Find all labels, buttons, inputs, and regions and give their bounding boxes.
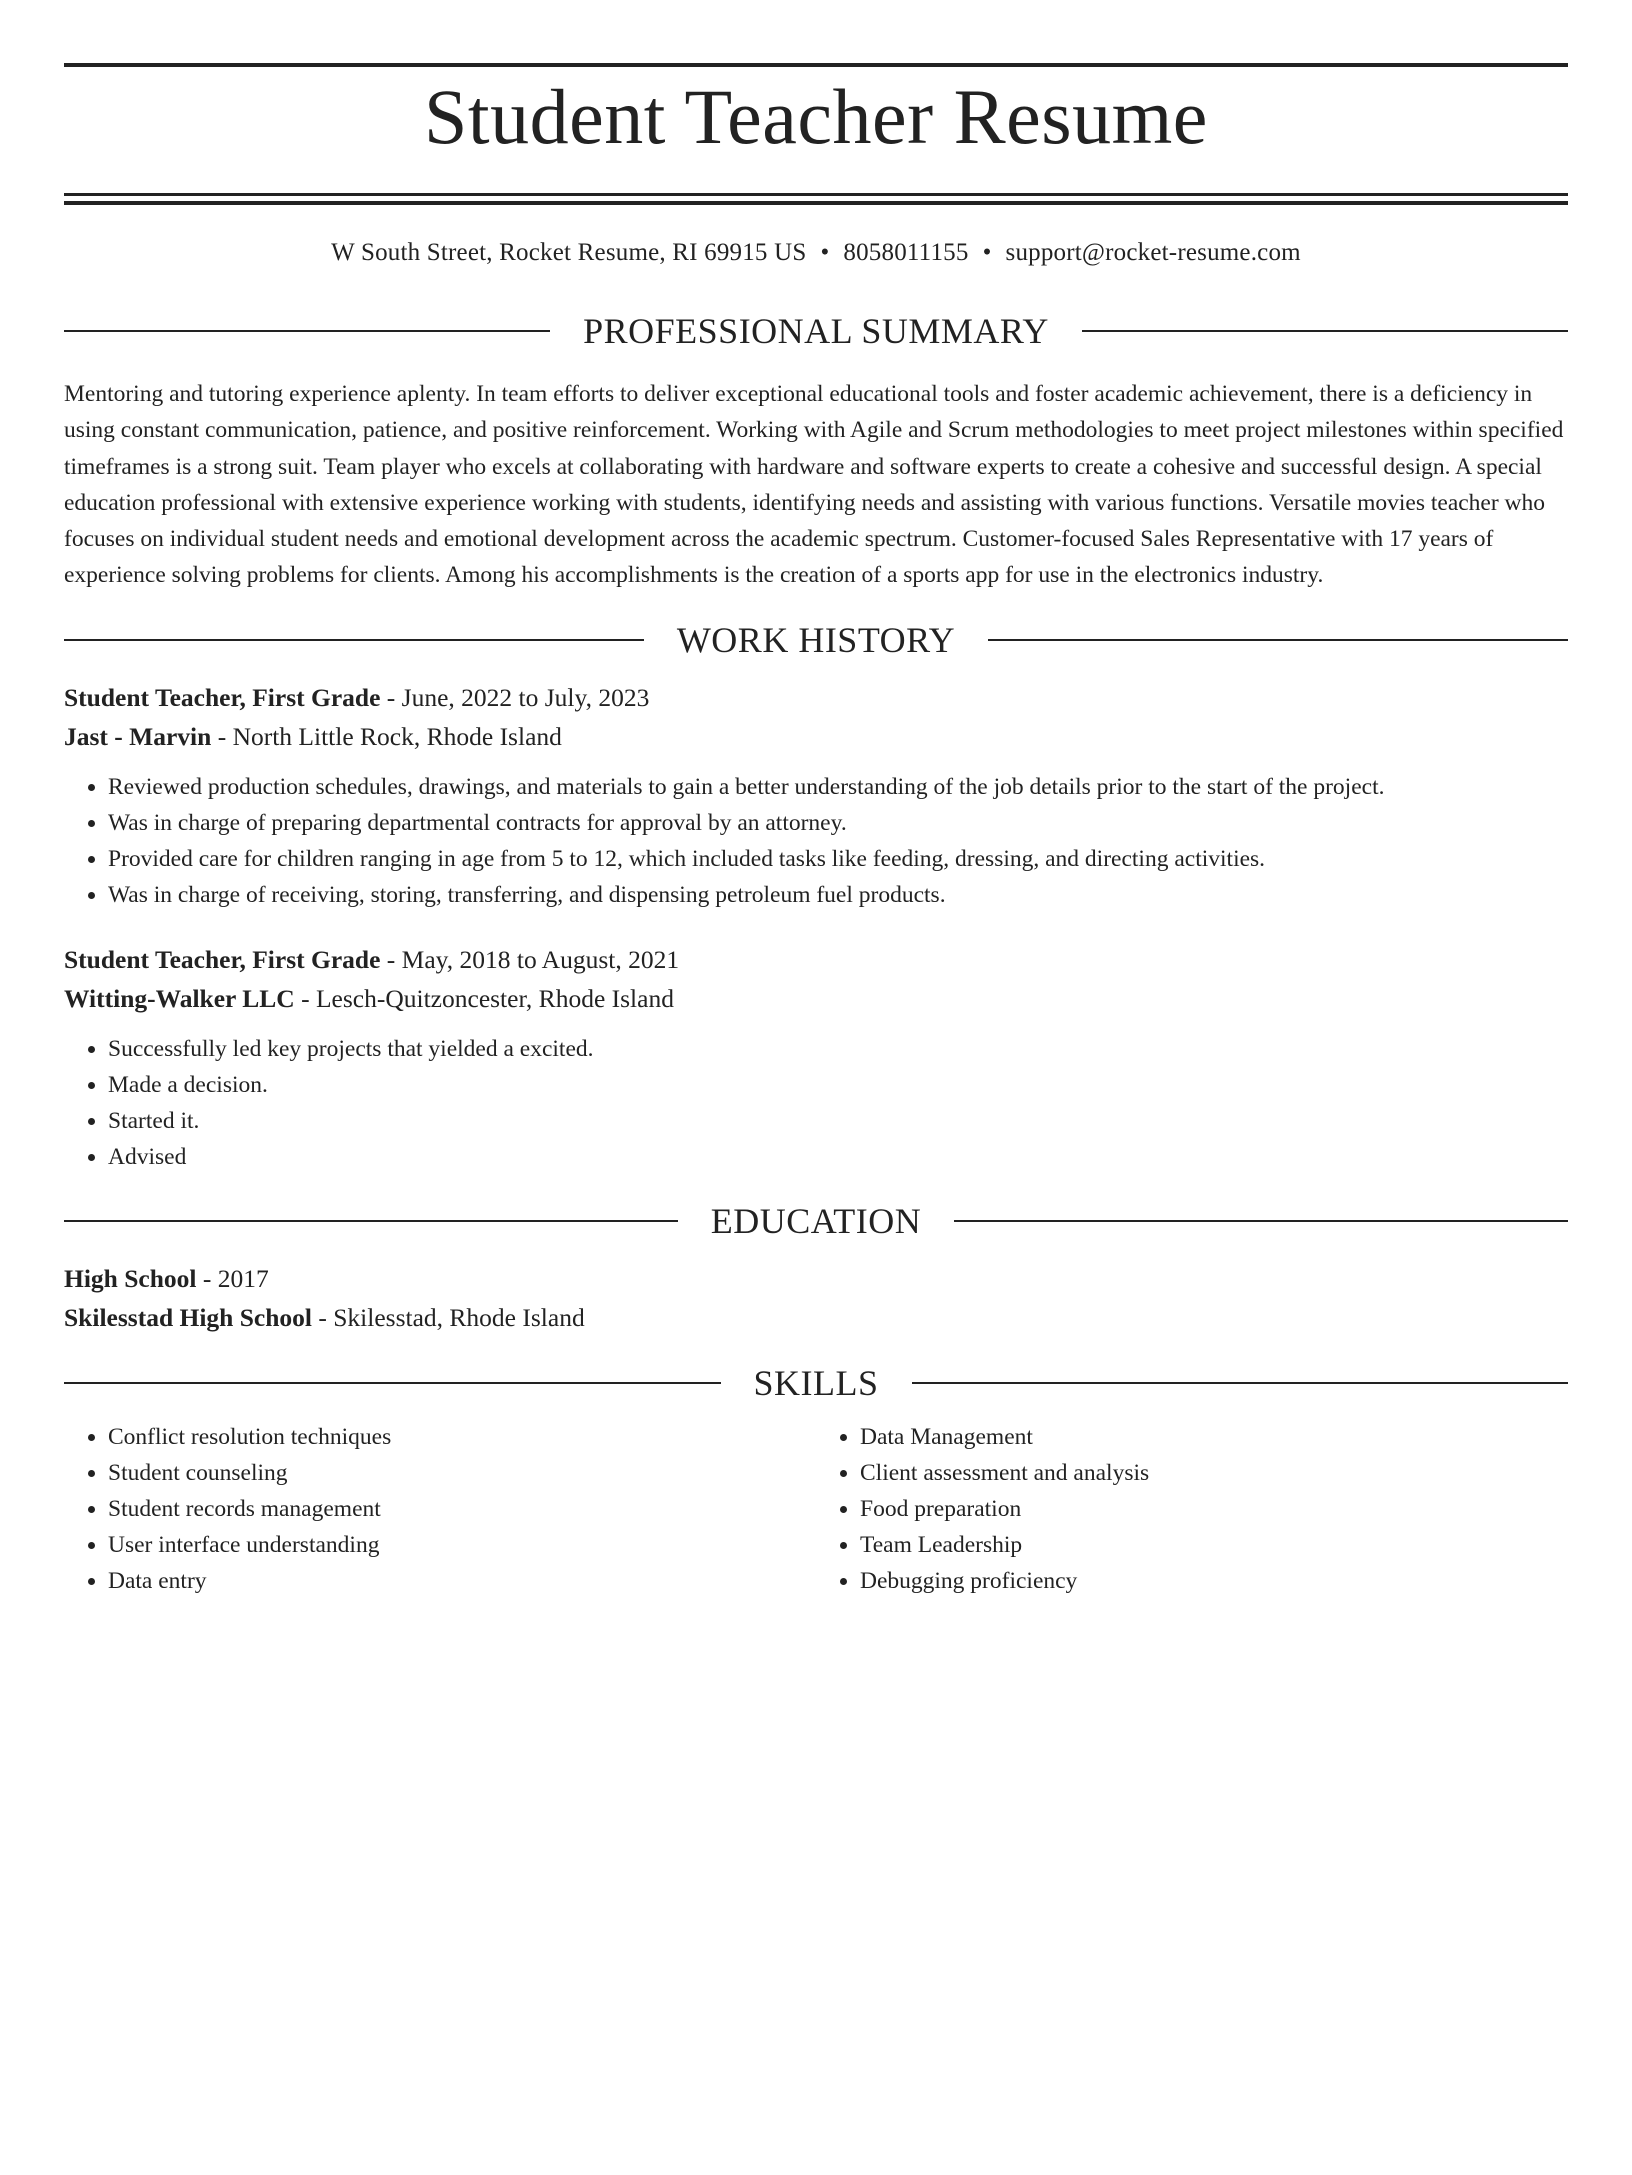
job-bullet: • Advised (108, 1139, 1568, 1175)
contact-phone: 8058011155 (843, 239, 969, 266)
section-rule-left (64, 1382, 721, 1384)
skills-columns (64, 1419, 1568, 1599)
skill-item: • Data entry (108, 1563, 816, 1599)
job-bullet: • Reviewed production schedules, drawings, and materials to gain a better understanding of the job details prior to the start of the project. (108, 769, 1568, 805)
contact-line (64, 238, 1568, 268)
job-entry (64, 940, 1568, 1176)
job-title-line (64, 678, 1568, 717)
skill-item: • Conflict resolution techniques (108, 1419, 816, 1455)
section-rule-right (988, 639, 1568, 641)
job-bullet: • Successfully led key projects that yielded a excited. (108, 1031, 1568, 1067)
education-year: 2017 (217, 1264, 269, 1294)
job-title: Student Teacher, First Grade (64, 682, 381, 712)
summary-section-header (64, 311, 1568, 351)
job-bullet: • Provided care for children ranging in age from 5 to 12, which included tasks like feeding, dressing, and directing activities. (108, 841, 1568, 877)
summary-text: Mentoring and tutoring experience aplenty. In team efforts to deliver exceptional educational tools and foster academic achievement, there is a deficiency in using constant communication, patience, and positive reinforcement. Working with Agile and Scrum methodologies to meet project milestones within specified timeframes is a strong suit. Team player who excels at collaborating with hardware and software experts to create a cohesive and successful design. A special education professional with extensive experience working with students, identifying needs and assisting with various functions. Versatile movies teacher who focuses on individual student needs and emotional development across the academic spectrum. Customer-focused Sales Representative with 17 years of experience solving problems for clients. Among his accomplishments is the creation of a sports app for use in the electronics industry. (64, 381, 1564, 589)
job-location: North Little Rock, Rhode Island (232, 721, 562, 751)
resume-page (0, 63, 1632, 2175)
job-location: Lesch-Quitzoncester, Rhode Island (315, 983, 674, 1013)
job-company: Jast - Marvin (64, 721, 212, 751)
contact-email: support@rocket-resume.com (1005, 239, 1301, 266)
education-entry (64, 1259, 1568, 1337)
skill-item: • Client assessment and analysis (860, 1455, 1568, 1491)
skill-item: • Data Management (860, 1419, 1568, 1455)
job-dates: May, 2018 to August, 2021 (401, 944, 680, 974)
job-dates: June, 2022 to July, 2023 (401, 682, 650, 712)
resume-title: Student Teacher Resume (424, 73, 1208, 160)
job-entry (64, 678, 1568, 914)
work-section-header (64, 620, 1568, 660)
title-double-rule (64, 193, 1568, 205)
top-rule (64, 63, 1568, 67)
dash: - (386, 944, 396, 974)
job-bullet: • Was in charge of receiving, storing, transferring, and dispensing petroleum fuel products. (108, 877, 1568, 913)
job-bullet: • Made a decision. (108, 1067, 1568, 1103)
job-bullet: • Started it. (108, 1103, 1568, 1139)
skills-list-right (816, 1419, 1568, 1599)
skill-item: • Debugging proficiency (860, 1563, 1568, 1599)
job-company-line (64, 979, 1568, 1018)
job-title: Student Teacher, First Grade (64, 944, 381, 974)
section-rule-right (912, 1382, 1569, 1384)
job-company-line (64, 717, 1568, 756)
education-school-line (64, 1298, 1568, 1337)
job-bullets (64, 1031, 1568, 1176)
skill-item: • User interface understanding (108, 1527, 816, 1563)
section-rule-left (64, 639, 644, 641)
education-school: Skilesstad High School (64, 1303, 312, 1333)
section-rule-left (64, 330, 550, 332)
education-location: Skilesstad, Rhode Island (333, 1303, 585, 1333)
summary-heading: PROFESSIONAL SUMMARY (583, 311, 1049, 351)
work-heading: WORK HISTORY (676, 619, 956, 660)
skill-item: • Team Leadership (860, 1527, 1568, 1563)
skill-item: • Student records management (108, 1491, 816, 1527)
dash: - (202, 1264, 212, 1294)
contact-address: W South Street, Rocket Resume, RI 69915 US (331, 239, 807, 266)
skills-section-header (64, 1363, 1568, 1403)
section-rule-right (954, 1220, 1568, 1222)
job-bullet: • Was in charge of preparing departmental contracts for approval by an attorney. (108, 805, 1568, 841)
dash: - (386, 682, 396, 712)
education-heading: EDUCATION (710, 1201, 922, 1242)
section-rule-left (64, 1220, 678, 1222)
skills-list-left (64, 1419, 816, 1599)
skill-item: • Food preparation (860, 1491, 1568, 1527)
job-company: Witting-Walker LLC (64, 983, 295, 1013)
skills-heading: SKILLS (753, 1363, 879, 1404)
skill-item: • Student counseling (108, 1455, 816, 1491)
dash: - (318, 1303, 327, 1333)
education-degree-line (64, 1259, 1568, 1298)
job-bullets (64, 769, 1568, 914)
education-section-header (64, 1201, 1568, 1241)
section-rule-right (1082, 330, 1568, 332)
contact-separator: • (820, 239, 830, 266)
education-degree: High School (64, 1264, 197, 1294)
contact-separator: • (982, 239, 992, 266)
job-title-line (64, 940, 1568, 979)
dash: - (217, 721, 227, 751)
dash: - (301, 983, 310, 1013)
